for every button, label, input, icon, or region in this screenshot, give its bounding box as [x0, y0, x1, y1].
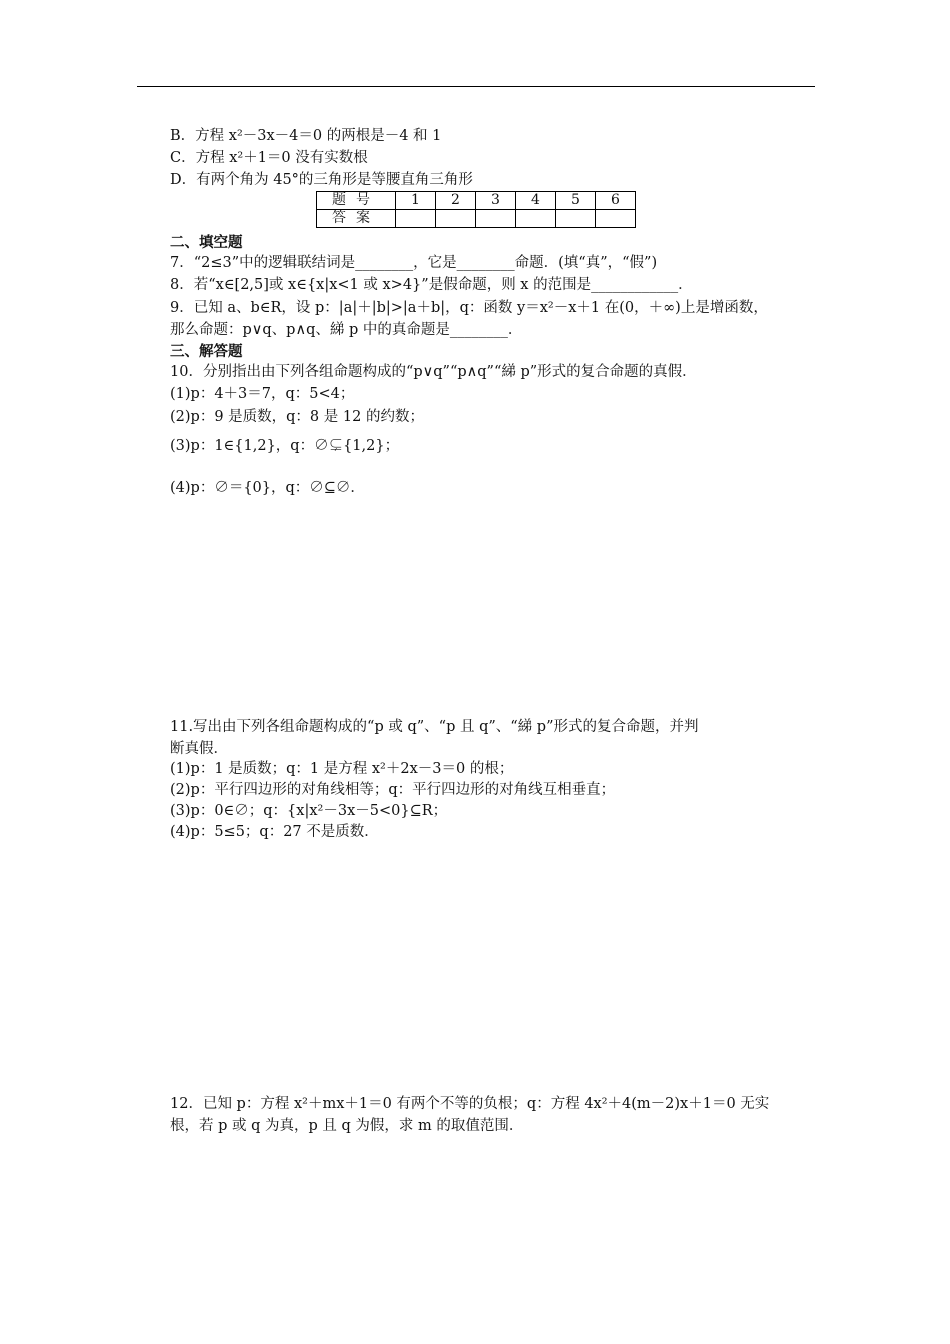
question-11-part1: (1)p：1 是质数；q：1 是方程 x²＋2x－3＝0 的根； [170, 761, 514, 777]
answer-table-cell: 6 [596, 192, 636, 210]
answer-table-cell: 5 [556, 192, 596, 210]
question-11-line2: 断真假． [170, 741, 228, 757]
section-solve-title: 三、解答题 [170, 343, 243, 360]
answer-table-cell: 2 [436, 192, 476, 210]
answer-table-cell: 3 [476, 192, 516, 210]
question-10-part3: (3)p：1∈{1,2}，q：∅⊊{1,2}； [170, 438, 400, 454]
answer-blank-cell[interactable] [596, 210, 636, 228]
answer-table-row1-label: 题号 [317, 192, 396, 210]
question-11-line1: 11.写出由下列各组命题构成的“p 或 q”、“p 且 q”、“綈 p”形式的复合命题，并判 [170, 719, 699, 735]
answer-table-row-numbers [317, 192, 636, 210]
question-8: 8．若“x∈[2,5]或 x∈{x|x<1 或 x>4}”是假命题，则 x 的范围是____________． [170, 277, 693, 293]
option-c: C．方程 x²＋1＝0 没有实数根 [170, 150, 368, 166]
answer-table-cell: 1 [396, 192, 436, 210]
answer-blank-cell[interactable] [516, 210, 556, 228]
answer-blank-cell[interactable] [556, 210, 596, 228]
section-fill-blank-title: 二、填空题 [170, 234, 243, 251]
question-12-line2: 根，若 p 或 q 为真，p 且 q 为假，求 m 的取值范围． [170, 1118, 524, 1134]
question-11-part3: (3)p：0∈∅；q：{x|x²－3x－5<0}⊆R； [170, 803, 448, 819]
question-10-part1: (1)p：4＋3＝7，q：5<4； [170, 386, 355, 402]
question-10-part2: (2)p：9 是质数，q：8 是 12 的约数； [170, 409, 424, 425]
question-7: 7．“2≤3”中的逻辑联结词是________，它是________命题．(填“真”，“假”) [170, 255, 658, 271]
header-rule [137, 86, 815, 87]
question-12-line1: 12．已知 p：方程 x²＋mx＋1＝0 有两个不等的负根；q：方程 4x²＋4(m－2)x＋1＝0 无实 [170, 1096, 770, 1112]
answer-table-cell: 4 [516, 192, 556, 210]
question-10: 10．分别指出由下列各组命题构成的“p∨q”“p∧q”“綈 p”形式的复合命题的真假． [170, 364, 697, 380]
option-d: D．有两个角为 45°的三角形是等腰直角三角形 [170, 172, 473, 188]
answer-blank-cell[interactable] [436, 210, 476, 228]
question-11-part2: (2)p：平行四边形的对角线相等；q：平行四边形的对角线互相垂直； [170, 782, 616, 798]
answer-table [316, 191, 636, 228]
answer-table-row-answers [317, 210, 636, 228]
question-11-part4: (4)p：5≤5；q：27 不是质数． [170, 824, 379, 840]
question-9-line1: 9．已知 a、b∈R，设 p：|a|＋|b|>|a＋b|，q：函数 y＝x²－x＋1 在(0，＋∞)上是增函数， [170, 300, 768, 316]
answer-table-row2-label: 答案 [317, 210, 396, 228]
question-10-part4: (4)p：∅＝{0}，q：∅⊆∅． [170, 480, 365, 496]
answer-blank-cell[interactable] [476, 210, 516, 228]
answer-blank-cell[interactable] [396, 210, 436, 228]
question-9-line2: 那么命题：p∨q、p∧q、綈 p 中的真命题是________． [170, 322, 523, 338]
option-b: B．方程 x²－3x－4＝0 的两根是－4 和 1 [170, 128, 442, 144]
